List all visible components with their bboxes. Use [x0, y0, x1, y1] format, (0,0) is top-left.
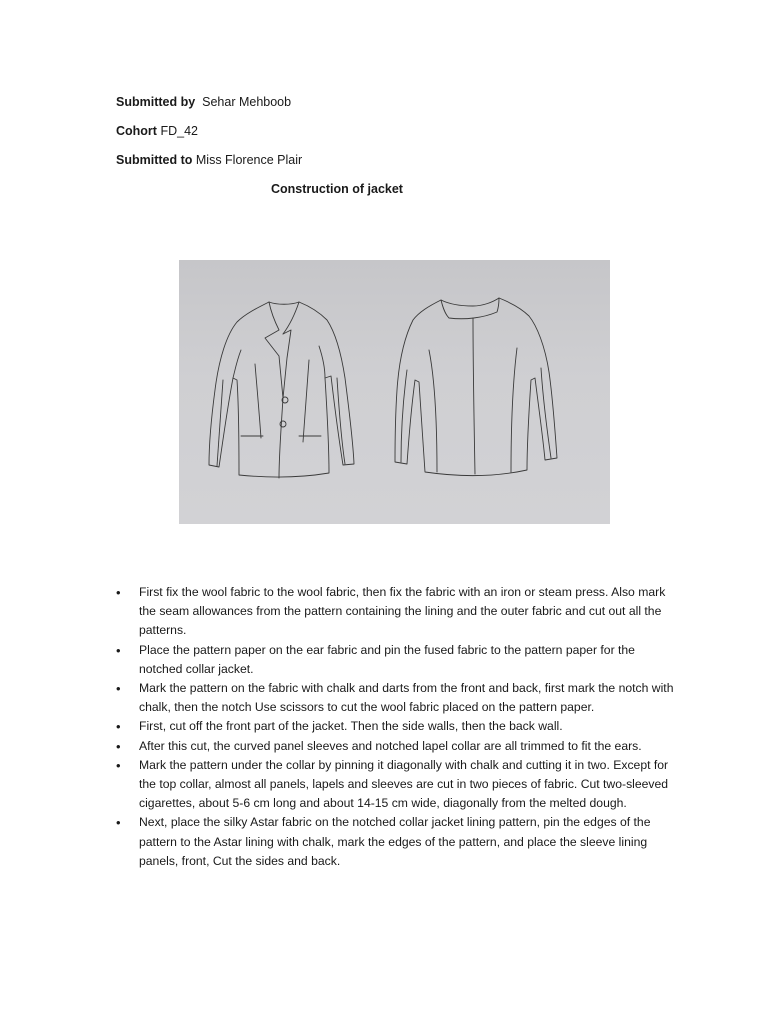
step-item: • First, cut off the front part of the jacket. Then the side walls, then the back wall. [116, 717, 676, 736]
jacket-sketch-photo [179, 260, 610, 524]
submitted-by-label: Submitted by [116, 95, 196, 109]
step-item: • After this cut, the curved panel sleeves and notched lapel collar are all trimmed to fit the ears. [116, 737, 676, 756]
cohort-label: Cohort [116, 124, 157, 138]
jacket-back-drawing [395, 298, 557, 476]
cohort-line [116, 123, 198, 139]
cohort-value: FD_42 [160, 124, 198, 138]
document-title: Construction of jacket [271, 182, 403, 196]
step-item: • Mark the pattern on the fabric with chalk and darts from the front and back, first mark the notch with chalk, then the notch Use scissors to cut the wool fabric placed on the pattern paper. [116, 679, 676, 717]
submitted-to-value: Miss Florence Plair [195, 153, 303, 167]
submitted-by-value: Sehar Mehboob [202, 95, 292, 109]
step-item: • First fix the wool fabric to the wool fabric, then fix the fabric with an iron or steam press. Also mark the seam allowances from the pattern containing the lining and the outer fabric and cut out all the patterns. [116, 583, 676, 641]
jacket-front-drawing [209, 302, 354, 478]
submitted-by-line [116, 94, 291, 110]
submitted-to-line [116, 152, 302, 168]
submitted-to-label: Submitted to [116, 153, 193, 167]
construction-steps-list [116, 583, 676, 871]
step-item: • Mark the pattern under the collar by pinning it diagonally with chalk and cutting it in two. Except for the top collar, almost all panels, lapels and sleeves are cut in two pieces of fabric. Cut two-sleeved cigarettes, about 5-6 cm long and about 14-15 cm wide, diagonally from the melted dough. [116, 756, 676, 814]
step-item: • Place the pattern paper on the ear fabric and pin the fused fabric to the pattern paper for the notched collar jacket. [116, 641, 676, 679]
step-item: • Next, place the silky Astar fabric on the notched collar jacket lining pattern, pin the edges of the pattern to the Astar lining with chalk, mark the edges of the pattern, and place the sleeve lining panels, front, Cut the sides and back. [116, 813, 676, 871]
jacket-sketch [179, 260, 610, 524]
